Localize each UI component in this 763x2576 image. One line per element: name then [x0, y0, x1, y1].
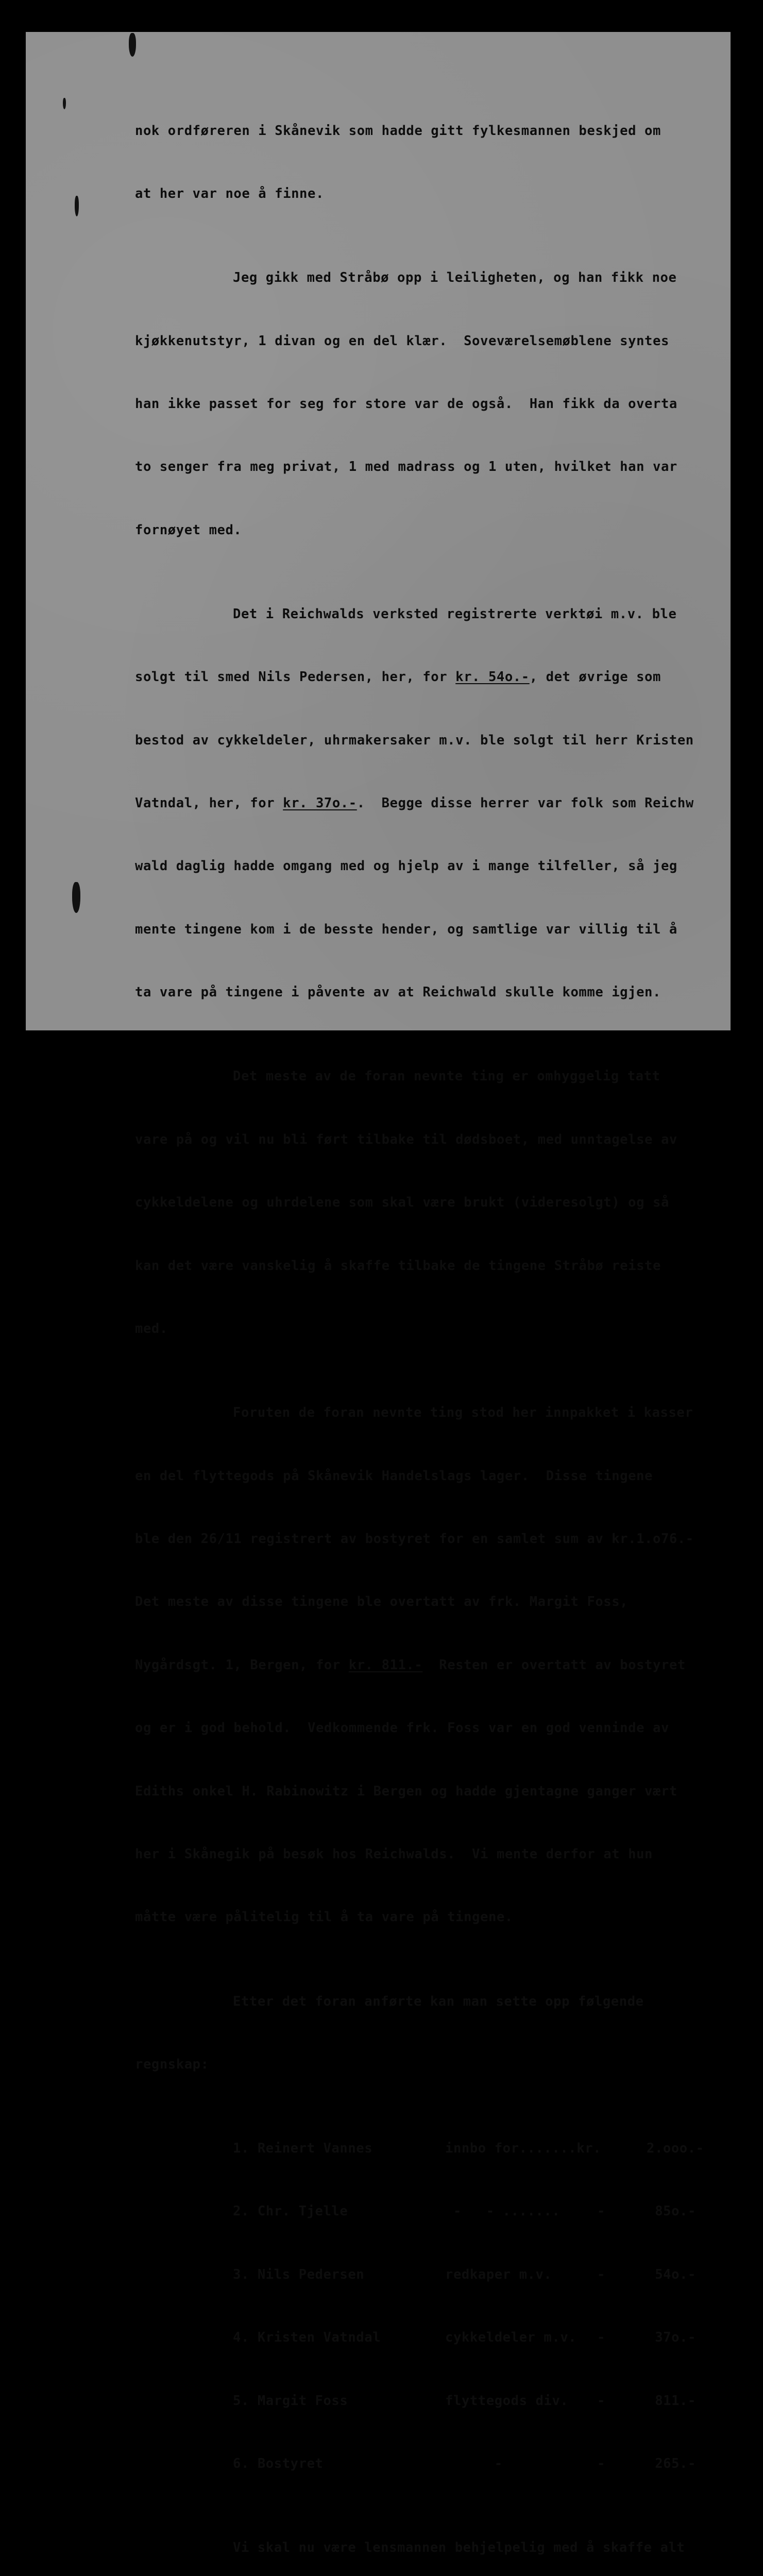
text-line: mente tingene kom i de besste hender, og samtlige var villig til å — [135, 921, 677, 937]
account-description: innbo for.......kr. — [445, 2141, 602, 2157]
text-line: Det meste av de foran nevnte ting er omhyggelig tatt — [233, 1069, 660, 1084]
text-fragment: Resten er overtatt av bostyret — [422, 1657, 686, 1673]
text-line: med. — [135, 1321, 168, 1337]
account-row — [135, 2327, 743, 2348]
text-fragment: . Begge disse herrer var folk som Reichw — [357, 795, 694, 811]
hole-punch-mark — [63, 98, 66, 109]
text-line: måtte være pålitelig til å ta vare på tingene. — [135, 1909, 513, 1925]
account-dash: - — [597, 2266, 605, 2282]
text-line: kan det være vanskelig å skaffe tilbake de tingene Stråbø reiste — [135, 1258, 661, 1274]
text-line: Foruten de foran nevnte ting stod her innpakket i kasser — [233, 1405, 693, 1421]
account-row — [135, 2453, 743, 2475]
underlined-amount: kr. 811.- — [348, 1657, 423, 1673]
text-line: og er i god behold. Vedkommende frk. Foss var en god venninde av — [135, 1720, 669, 1736]
text-line: cykkeldelene og uhrdelene som skal være brukt (videresolgt) og så — [135, 1195, 669, 1211]
hole-punch-mark — [129, 33, 136, 57]
text-line: Vi skal nu være lensmannen behjelpelig med å skaffe alt — [233, 2540, 685, 2556]
account-description: redkaper m.v. — [445, 2266, 552, 2282]
account-dash: - — [597, 2456, 605, 2472]
account-dash: - — [597, 2393, 605, 2409]
account-row — [135, 2201, 743, 2222]
text-fragment: , det øvrige som — [529, 669, 661, 685]
text-line: Ediths onkel H. Rabinowitz i Bergen og hadde gjentagne ganger vært — [135, 1783, 677, 1799]
account-dash: - — [597, 2204, 605, 2219]
text-line: fornøyet med. — [135, 522, 242, 538]
account-row — [135, 2138, 743, 2159]
text-line: nok ordføreren i Skånevik som hadde gitt fylkesmannen beskjed om — [135, 123, 661, 139]
text-line: en del flyttegods på Skånevik Handelslags lager. Disse tingene — [135, 1468, 653, 1484]
account-dash — [597, 2138, 647, 2159]
account-description: cykkeldeler m.v. — [445, 2330, 577, 2346]
text-line: at her var noe å finne. — [135, 185, 324, 201]
account-amount: 37o.- — [655, 2330, 696, 2346]
text-line: Det meste av disse tingene ble overtatt av frk. Margit Foss, — [135, 1594, 629, 1610]
text-line: vare på og vil nu bli ført tilbake til dødsboet, med unntagelse av — [135, 1131, 677, 1147]
text-line: bestod av cykkeldeler, uhrmakersaker m.v. ble solgt til herr Kristen — [135, 732, 694, 748]
text-fragment: Vatndal, her, for — [135, 795, 283, 811]
underlined-amount: kr. 37o.- — [283, 795, 357, 811]
hole-punch-mark — [75, 196, 79, 216]
account-row — [135, 2391, 743, 2412]
text-line: Jeg gikk med Stråbø opp i leiligheten, og han fikk noe — [233, 270, 677, 286]
text-line: han ikke passet for seg for store var de også. Han fikk da overta — [135, 396, 677, 412]
account-amount: 2.ooo.- — [647, 2141, 704, 2157]
text-line — [135, 1655, 743, 1676]
text-fragment: Nygårdsgt. 1, Bergen, for — [135, 1657, 349, 1673]
account-name: 4. Kristen Vatndal — [233, 2330, 381, 2346]
account-amount: 85o.- — [655, 2204, 696, 2219]
account-name: 2. Chr. Tjelle — [233, 2204, 348, 2219]
account-row — [135, 2264, 743, 2285]
underlined-amount: kr. 54o.- — [455, 669, 530, 685]
text-line: ble den 26/11 registrert av bostyret for en samlet sum av kr.1.o76.- — [135, 1531, 694, 1547]
hole-punch-mark — [72, 882, 80, 913]
account-dash: - — [597, 2330, 605, 2346]
account-name: 3. Nils Pedersen — [233, 2266, 365, 2282]
account-amount: 265.- — [655, 2456, 696, 2472]
text-fragment: solgt til smed Nils Pedersen, her, for — [135, 669, 456, 685]
text-line: Det i Reichwalds verksted registrerte verktøi m.v. ble — [233, 606, 677, 622]
text-line — [135, 793, 743, 814]
account-name: 1. Reinert Vannes — [233, 2141, 373, 2157]
text-line: Etter det foran anførte kan man sette opp følgende — [233, 1993, 644, 2009]
account-description: flyttegods div. — [445, 2393, 569, 2409]
account-name: 6. Bostyret — [233, 2456, 324, 2472]
document-body — [135, 78, 743, 2576]
text-line: ta vare på tingene i påvente av at Reichwald skulle komme igjen. — [135, 985, 661, 1001]
account-description: - - ....... — [445, 2204, 561, 2219]
document-page — [26, 32, 731, 2556]
text-line: kjøkkenutstyr, 1 divan og en del klær. Soveværelsemøblene syntes — [135, 333, 669, 349]
account-description: - — [445, 2456, 503, 2472]
text-line — [135, 667, 743, 688]
text-line: to senger fra meg privat, 1 med madrass og 1 uten, hvilket han var — [135, 459, 677, 475]
text-line: regnskap: — [135, 2056, 209, 2072]
account-amount: 811.- — [655, 2393, 696, 2409]
text-line: her i Skånegik på besøk hos Reichwalds. Vi mente derfor at hun — [135, 1846, 653, 1862]
account-name: 5. Margit Foss — [233, 2393, 348, 2409]
account-amount: 54o.- — [655, 2266, 696, 2282]
text-line: wald daglig hadde omgang med og hjelp av i mange tilfeller, så jeg — [135, 858, 677, 874]
